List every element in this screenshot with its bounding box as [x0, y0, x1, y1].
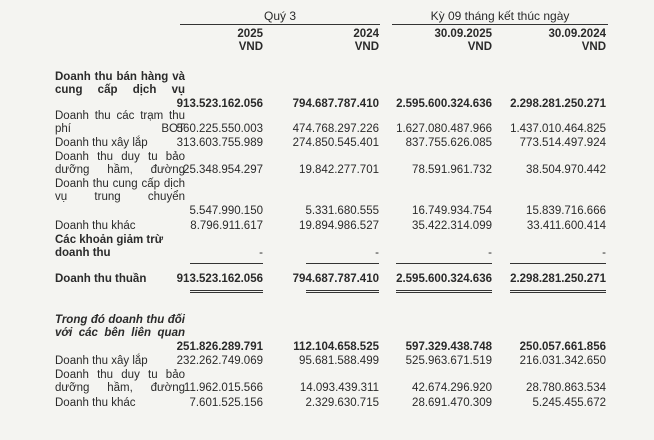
value-q3-2024: 794.687.787.410: [292, 273, 379, 285]
value-q3-2024: 14.093.439.311: [299, 382, 379, 394]
col-header-q3-2025-unit: VND: [238, 41, 263, 53]
value-9m-2024: 28.780.863.534: [526, 382, 606, 394]
value-q3-2025: 232.262.749.069: [176, 355, 263, 367]
subtotal-line-q3-2025: [190, 263, 263, 264]
header-group-quarter: Quý 3: [263, 9, 296, 23]
value-9m-2024: 1.437.010.464.825: [510, 123, 606, 135]
value-9m-2024: 33.411.600.414: [526, 220, 606, 232]
subtotal-line-9m-2025: [396, 263, 492, 264]
row-label: Doanh thu xây lắp: [55, 355, 148, 367]
value-9m-2025: 525.963.671.519: [405, 355, 492, 367]
col-header-q3-2024-year: 2024: [353, 28, 379, 40]
value-9m-2024: 15.839.716.666: [526, 205, 606, 217]
value-9m-2025: 35.422.314.099: [412, 220, 492, 232]
value-q3-2025: 5.547.990.150: [189, 205, 263, 217]
subtotal-line-q3-2024: [306, 263, 379, 264]
row-label: Doanh thu cung cấp dịch vụ trung chuyển: [55, 178, 185, 203]
value-q3-2024: 274.850.545.401: [292, 137, 379, 149]
value-q3-2025: 251.826.289.791: [176, 341, 263, 353]
header-underline-quarter: [180, 24, 380, 25]
value-9m-2025: 2.595.600.324.636: [396, 98, 492, 110]
header-group-nine-months: Kỳ 09 tháng kết thúc ngày: [430, 9, 570, 23]
total-line-9m-2025: [396, 290, 492, 293]
header-underline-nine-months: [392, 24, 608, 25]
value-q3-2025: 7.601.525.156: [189, 397, 263, 409]
row-label: Doanh thu bán hàng và cung cấp dịch vụ: [55, 71, 185, 96]
value-q3-2024: 95.681.588.499: [299, 355, 379, 367]
value-q3-2024: 5.331.680.555: [305, 205, 379, 217]
value-9m-2024: -: [602, 247, 606, 259]
value-q3-2024: 794.687.787.410: [292, 98, 379, 110]
col-header-9m-2024-date: 30.09.2024: [548, 28, 606, 40]
value-9m-2025: 28.691.470.309: [412, 397, 492, 409]
row-label: Các khoản giảm trừ doanh thu: [55, 234, 164, 259]
value-q3-2025: 25.348.954.297: [183, 164, 263, 176]
value-q3-2024: 2.329.630.715: [305, 397, 379, 409]
value-q3-2025: 560.225.550.003: [176, 123, 263, 135]
value-9m-2024: 2.298.281.250.271: [510, 273, 606, 285]
col-header-9m-2025: [400, 28, 492, 54]
value-9m-2025: 16.749.934.754: [412, 205, 492, 217]
row-label: Doanh thu khác: [55, 220, 136, 232]
value-q3-2025: -: [259, 247, 263, 259]
value-q3-2025: 913.523.162.056: [176, 273, 263, 285]
row-label: Trong đó doanh thu đối với các bên liên quan: [55, 314, 185, 339]
value-9m-2025: 1.627.080.487.966: [396, 123, 492, 135]
row-label: Doanh thu duy tu bảo dưỡng hầm, đường: [55, 151, 185, 176]
total-line-q3-2024: [306, 290, 379, 293]
value-q3-2025: 8.796.911.617: [190, 220, 263, 232]
value-q3-2024: 19.894.986.527: [299, 220, 379, 232]
value-q3-2025: 313.603.755.989: [176, 137, 263, 149]
total-line-9m-2024: [510, 290, 606, 293]
value-q3-2024: 112.104.658.525: [293, 341, 379, 353]
col-header-q3-2024: [306, 28, 379, 54]
row-label: Doanh thu duy tu bảo dưỡng hầm, đường: [55, 369, 185, 394]
col-header-9m-2024-unit: VND: [581, 41, 606, 53]
row-label: Doanh thu các trạm thu phí BOT: [55, 110, 185, 135]
col-header-q3-2024-unit: VND: [354, 41, 379, 53]
col-header-q3-2025: [190, 28, 263, 54]
value-q3-2025: 913.523.162.056: [176, 98, 263, 110]
value-9m-2025: 597.329.438.748: [405, 341, 492, 353]
col-header-9m-2024: [514, 28, 606, 54]
row-label: Doanh thu khác: [55, 397, 136, 409]
total-line-q3-2025: [190, 290, 263, 293]
col-header-9m-2025-date: 30.09.2025: [434, 28, 492, 40]
value-9m-2025: 42.674.296.920: [412, 382, 492, 394]
value-9m-2025: 837.755.626.085: [405, 137, 492, 149]
value-9m-2025: 78.591.961.732: [412, 164, 492, 176]
col-header-q3-2025-year: 2025: [237, 28, 263, 40]
value-9m-2024: 38.504.970.442: [526, 164, 606, 176]
value-9m-2024: 216.031.342.650: [519, 355, 606, 367]
value-9m-2025: 2.595.600.324.636: [396, 273, 492, 285]
value-q3-2024: 474.768.297.226: [292, 123, 379, 135]
value-9m-2025: -: [488, 247, 492, 259]
value-9m-2024: 2.298.281.250.271: [510, 98, 606, 110]
value-9m-2024: 5.245.455.672: [532, 397, 606, 409]
row-label: Doanh thu xây lắp: [55, 137, 148, 149]
col-header-9m-2025-unit: VND: [467, 41, 492, 53]
value-q3-2025: 11.962.015.566: [183, 382, 263, 394]
value-q3-2024: 19.842.277.701: [299, 164, 379, 176]
row-label: Doanh thu thuần: [55, 273, 147, 285]
subtotal-line-9m-2024: [510, 263, 606, 264]
value-q3-2024: -: [375, 247, 379, 259]
value-9m-2024: 773.514.497.924: [519, 137, 606, 149]
value-9m-2024: 250.057.661.856: [519, 341, 606, 353]
